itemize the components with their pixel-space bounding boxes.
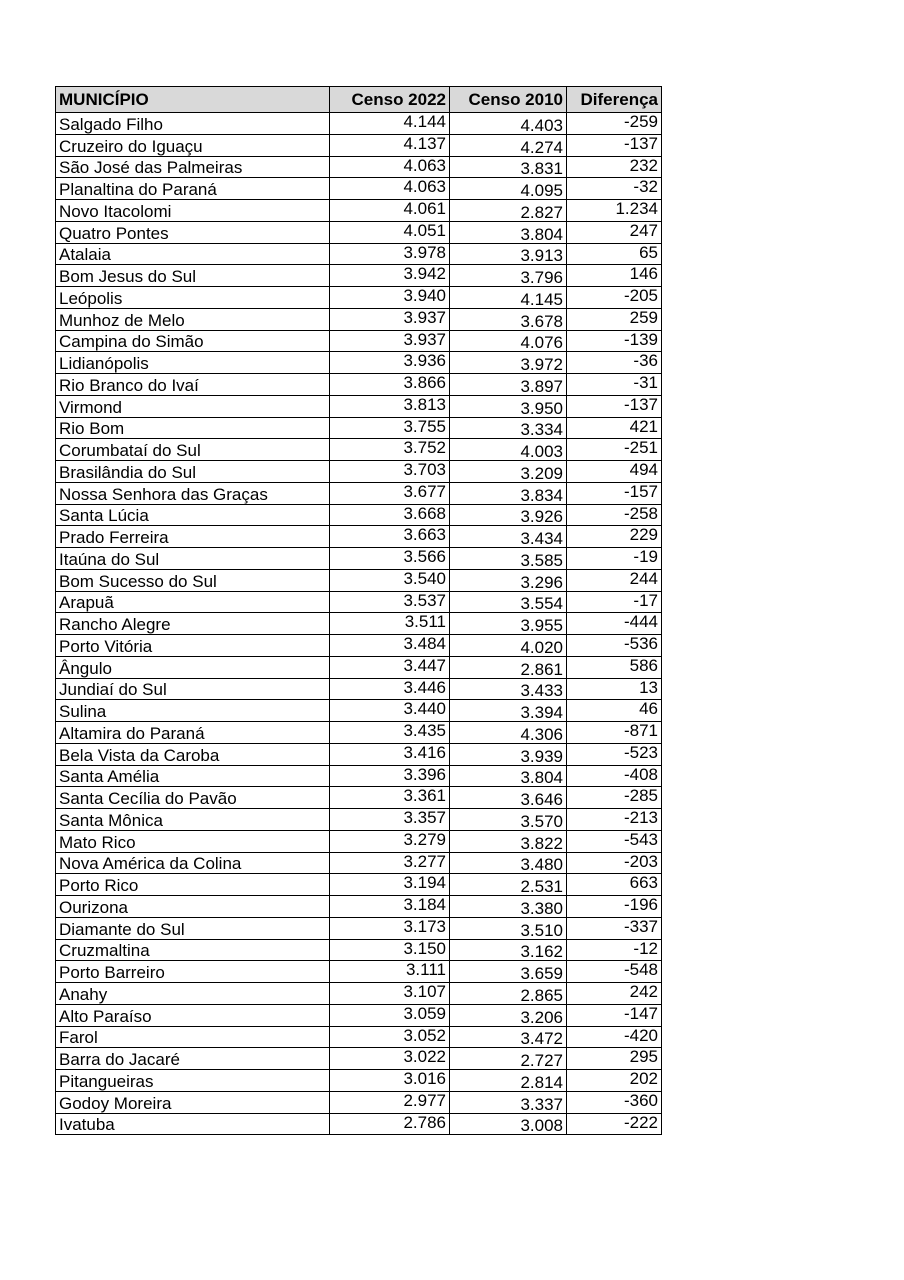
censo-2010-cell: 3.380 [450, 896, 567, 918]
municipio-cell: Salgado Filho [56, 113, 330, 135]
censo-2022-cell: 3.016 [330, 1070, 450, 1092]
table-row [56, 1091, 662, 1113]
diferenca-cell: 232 [567, 156, 662, 178]
diferenca-cell: -548 [567, 961, 662, 983]
table-row [56, 287, 662, 309]
table-row [56, 504, 662, 526]
municipio-cell: Nova América da Colina [56, 852, 330, 874]
censo-2010-cell: 3.972 [450, 352, 567, 374]
table-row [56, 526, 662, 548]
censo-2010-cell: 3.646 [450, 787, 567, 809]
censo-2010-cell: 2.531 [450, 874, 567, 896]
censo-2010-cell: 2.827 [450, 200, 567, 222]
censo-2010-cell: 3.796 [450, 265, 567, 287]
diferenca-cell: -17 [567, 591, 662, 613]
municipio-cell: Porto Barreiro [56, 961, 330, 983]
table-row [56, 830, 662, 852]
table-row [56, 439, 662, 461]
table-row [56, 1113, 662, 1135]
censo-2010-cell: 2.865 [450, 983, 567, 1005]
censo-2022-cell: 3.357 [330, 809, 450, 831]
diferenca-cell: -157 [567, 482, 662, 504]
censo-2022-cell: 4.063 [330, 156, 450, 178]
censo-2022-cell: 3.978 [330, 243, 450, 265]
table-row [56, 178, 662, 200]
censo-2022-cell: 3.663 [330, 526, 450, 548]
diferenca-cell: -203 [567, 852, 662, 874]
censo-2010-cell: 3.570 [450, 809, 567, 831]
censo-2022-cell: 3.668 [330, 504, 450, 526]
municipio-cell: Santa Lúcia [56, 504, 330, 526]
municipio-cell: Barra do Jacaré [56, 1048, 330, 1070]
censo-2010-cell: 3.913 [450, 243, 567, 265]
censo-2022-cell: 3.866 [330, 374, 450, 396]
censo-2010-cell: 3.206 [450, 1004, 567, 1026]
diferenca-cell: -444 [567, 613, 662, 635]
municipio-cell: Planaltina do Paraná [56, 178, 330, 200]
diferenca-cell: 586 [567, 656, 662, 678]
municipio-cell: Bom Sucesso do Sul [56, 569, 330, 591]
municipio-cell: Virmond [56, 395, 330, 417]
censo-2022-cell: 3.111 [330, 961, 450, 983]
municipio-cell: Ivatuba [56, 1113, 330, 1135]
header-diferenca: Diferença [567, 87, 662, 113]
diferenca-cell: -337 [567, 917, 662, 939]
censo-2010-cell: 3.950 [450, 395, 567, 417]
municipio-cell: Mato Rico [56, 830, 330, 852]
table-row [56, 700, 662, 722]
table-row [56, 874, 662, 896]
censo-2010-cell: 3.955 [450, 613, 567, 635]
table-row [56, 722, 662, 744]
censo-2010-cell: 3.209 [450, 461, 567, 483]
table-row [56, 917, 662, 939]
censo-2010-cell: 3.804 [450, 221, 567, 243]
diferenca-cell: -31 [567, 374, 662, 396]
municipio-cell: Ourizona [56, 896, 330, 918]
municipio-cell: Cruzmaltina [56, 939, 330, 961]
censo-2010-cell: 4.020 [450, 635, 567, 657]
table-row [56, 548, 662, 570]
table-row [56, 613, 662, 635]
censo-2010-cell: 4.145 [450, 287, 567, 309]
censo-2022-cell: 3.755 [330, 417, 450, 439]
municipio-cell: Santa Mônica [56, 809, 330, 831]
table-row [56, 156, 662, 178]
censo-2010-cell: 3.434 [450, 526, 567, 548]
table-row [56, 635, 662, 657]
table-row [56, 1048, 662, 1070]
censo-2022-cell: 3.022 [330, 1048, 450, 1070]
censo-2010-cell: 3.480 [450, 852, 567, 874]
diferenca-cell: 242 [567, 983, 662, 1005]
censo-2010-cell: 3.162 [450, 939, 567, 961]
censo-2010-cell: 3.510 [450, 917, 567, 939]
censo-2010-cell: 3.822 [450, 830, 567, 852]
censo-2022-cell: 2.786 [330, 1113, 450, 1135]
table-row [56, 983, 662, 1005]
table-row [56, 265, 662, 287]
censo-2022-cell: 3.107 [330, 983, 450, 1005]
table-row [56, 787, 662, 809]
censo-2022-cell: 3.540 [330, 569, 450, 591]
municipio-cell: Farol [56, 1026, 330, 1048]
municipio-cell: Anahy [56, 983, 330, 1005]
table-row [56, 134, 662, 156]
censo-2022-cell: 3.150 [330, 939, 450, 961]
municipio-cell: Santa Amélia [56, 765, 330, 787]
censo-2022-cell: 4.051 [330, 221, 450, 243]
censo-2010-cell: 2.861 [450, 656, 567, 678]
table-body [56, 113, 662, 1135]
table-row [56, 961, 662, 983]
censo-2010-cell: 3.678 [450, 308, 567, 330]
censo-2010-cell: 3.926 [450, 504, 567, 526]
censo-2010-cell: 3.939 [450, 743, 567, 765]
table-row [56, 1004, 662, 1026]
censo-2022-cell: 3.937 [330, 330, 450, 352]
censo-2022-cell: 3.416 [330, 743, 450, 765]
censo-2022-cell: 3.677 [330, 482, 450, 504]
table-row [56, 656, 662, 678]
censo-2010-cell: 4.274 [450, 134, 567, 156]
municipio-cell: Ângulo [56, 656, 330, 678]
table-row [56, 939, 662, 961]
censo-2022-cell: 3.396 [330, 765, 450, 787]
censo-2010-cell: 3.433 [450, 678, 567, 700]
diferenca-cell: -285 [567, 787, 662, 809]
table-row [56, 482, 662, 504]
table-row [56, 352, 662, 374]
censo-2010-cell: 4.003 [450, 439, 567, 461]
censo-2022-cell: 4.063 [330, 178, 450, 200]
header-censo-2010: Censo 2010 [450, 87, 567, 113]
censo-2010-cell: 4.095 [450, 178, 567, 200]
censo-2010-cell: 3.008 [450, 1113, 567, 1135]
censo-2010-cell: 2.727 [450, 1048, 567, 1070]
municipio-cell: Quatro Pontes [56, 221, 330, 243]
table-row [56, 896, 662, 918]
diferenca-cell: -137 [567, 395, 662, 417]
header-censo-2022: Censo 2022 [330, 87, 450, 113]
censo-2022-cell: 4.137 [330, 134, 450, 156]
municipio-cell: Campina do Simão [56, 330, 330, 352]
censo-2022-cell: 3.361 [330, 787, 450, 809]
censo-2022-cell: 3.184 [330, 896, 450, 918]
table-row [56, 461, 662, 483]
municipio-cell: São José das Palmeiras [56, 156, 330, 178]
municipio-cell: Corumbataí do Sul [56, 439, 330, 461]
diferenca-cell: 244 [567, 569, 662, 591]
municipio-cell: Porto Vitória [56, 635, 330, 657]
censo-2010-cell: 3.337 [450, 1091, 567, 1113]
diferenca-cell: 247 [567, 221, 662, 243]
censo-2010-cell: 2.814 [450, 1070, 567, 1092]
table-row [56, 1070, 662, 1092]
censo-2022-cell: 3.537 [330, 591, 450, 613]
table-row [56, 678, 662, 700]
censo-2022-cell: 3.440 [330, 700, 450, 722]
table-row [56, 591, 662, 613]
censo-2010-cell: 4.306 [450, 722, 567, 744]
censo-2022-cell: 3.936 [330, 352, 450, 374]
municipio-cell: Sulina [56, 700, 330, 722]
diferenca-cell: -360 [567, 1091, 662, 1113]
diferenca-cell: -196 [567, 896, 662, 918]
diferenca-cell: -258 [567, 504, 662, 526]
municipio-cell: Bom Jesus do Sul [56, 265, 330, 287]
diferenca-cell: 295 [567, 1048, 662, 1070]
diferenca-cell: -12 [567, 939, 662, 961]
diferenca-cell: -259 [567, 113, 662, 135]
diferenca-cell: -137 [567, 134, 662, 156]
censo-2022-cell: 3.942 [330, 265, 450, 287]
diferenca-cell: -19 [567, 548, 662, 570]
table-row [56, 743, 662, 765]
table-row [56, 809, 662, 831]
censo-2010-cell: 4.403 [450, 113, 567, 135]
diferenca-cell: -139 [567, 330, 662, 352]
censo-2022-cell: 4.061 [330, 200, 450, 222]
municipio-cell: Arapuã [56, 591, 330, 613]
municipio-cell: Prado Ferreira [56, 526, 330, 548]
censo-2022-cell: 3.566 [330, 548, 450, 570]
diferenca-cell: -36 [567, 352, 662, 374]
municipio-cell: Godoy Moreira [56, 1091, 330, 1113]
censo-2022-cell: 3.435 [330, 722, 450, 744]
diferenca-cell: -205 [567, 287, 662, 309]
municipio-cell: Cruzeiro do Iguaçu [56, 134, 330, 156]
diferenca-cell: 1.234 [567, 200, 662, 222]
censo-2022-cell: 4.144 [330, 113, 450, 135]
table-row [56, 765, 662, 787]
table-row [56, 395, 662, 417]
municipio-cell: Santa Cecília do Pavão [56, 787, 330, 809]
diferenca-cell: -213 [567, 809, 662, 831]
censo-2010-cell: 3.804 [450, 765, 567, 787]
table-row [56, 221, 662, 243]
diferenca-cell: -871 [567, 722, 662, 744]
censo-2010-cell: 3.472 [450, 1026, 567, 1048]
censo-2010-cell: 3.659 [450, 961, 567, 983]
municipio-cell: Bela Vista da Caroba [56, 743, 330, 765]
censo-2010-cell: 4.076 [450, 330, 567, 352]
diferenca-cell: 494 [567, 461, 662, 483]
municipio-cell: Alto Paraíso [56, 1004, 330, 1026]
censo-2022-cell: 3.813 [330, 395, 450, 417]
municipio-cell: Leópolis [56, 287, 330, 309]
header-row [56, 87, 662, 113]
diferenca-cell: -536 [567, 635, 662, 657]
municipio-cell: Porto Rico [56, 874, 330, 896]
censo-2010-cell: 3.394 [450, 700, 567, 722]
diferenca-cell: 229 [567, 526, 662, 548]
municipio-cell: Lidianópolis [56, 352, 330, 374]
censo-2010-cell: 3.554 [450, 591, 567, 613]
diferenca-cell: -222 [567, 1113, 662, 1135]
diferenca-cell: 663 [567, 874, 662, 896]
table-row [56, 569, 662, 591]
municipio-cell: Pitangueiras [56, 1070, 330, 1092]
diferenca-cell: -543 [567, 830, 662, 852]
censo-2022-cell: 3.173 [330, 917, 450, 939]
censo-2022-cell: 3.277 [330, 852, 450, 874]
table-row [56, 852, 662, 874]
diferenca-cell: -523 [567, 743, 662, 765]
table-row [56, 200, 662, 222]
municipio-cell: Munhoz de Melo [56, 308, 330, 330]
censo-2022-cell: 3.447 [330, 656, 450, 678]
censo-2022-cell: 3.937 [330, 308, 450, 330]
header-municipio: MUNICÍPIO [56, 87, 330, 113]
municipio-cell: Atalaia [56, 243, 330, 265]
diferenca-cell: 146 [567, 265, 662, 287]
censo-2010-cell: 3.334 [450, 417, 567, 439]
censo-2022-cell: 3.703 [330, 461, 450, 483]
censo-2022-cell: 3.279 [330, 830, 450, 852]
censo-2010-cell: 3.585 [450, 548, 567, 570]
censo-2022-cell: 3.446 [330, 678, 450, 700]
municipio-cell: Nossa Senhora das Graças [56, 482, 330, 504]
table-row [56, 308, 662, 330]
censo-2022-cell: 2.977 [330, 1091, 450, 1113]
diferenca-cell: 202 [567, 1070, 662, 1092]
census-table [55, 86, 662, 1135]
censo-2022-cell: 3.484 [330, 635, 450, 657]
censo-2022-cell: 3.059 [330, 1004, 450, 1026]
diferenca-cell: -32 [567, 178, 662, 200]
diferenca-cell: 13 [567, 678, 662, 700]
table-row [56, 1026, 662, 1048]
municipio-cell: Rio Branco do Ivaí [56, 374, 330, 396]
censo-2022-cell: 3.052 [330, 1026, 450, 1048]
table-row [56, 243, 662, 265]
diferenca-cell: -147 [567, 1004, 662, 1026]
diferenca-cell: 421 [567, 417, 662, 439]
municipio-cell: Rio Bom [56, 417, 330, 439]
municipio-cell: Jundiaí do Sul [56, 678, 330, 700]
censo-2010-cell: 3.834 [450, 482, 567, 504]
censo-2010-cell: 3.831 [450, 156, 567, 178]
diferenca-cell: 46 [567, 700, 662, 722]
municipio-cell: Brasilândia do Sul [56, 461, 330, 483]
diferenca-cell: 259 [567, 308, 662, 330]
table-row [56, 330, 662, 352]
censo-2010-cell: 3.897 [450, 374, 567, 396]
censo-2022-cell: 3.194 [330, 874, 450, 896]
table-row [56, 113, 662, 135]
table-row [56, 374, 662, 396]
municipio-cell: Rancho Alegre [56, 613, 330, 635]
censo-2022-cell: 3.940 [330, 287, 450, 309]
censo-2022-cell: 3.752 [330, 439, 450, 461]
diferenca-cell: -408 [567, 765, 662, 787]
diferenca-cell: 65 [567, 243, 662, 265]
diferenca-cell: -420 [567, 1026, 662, 1048]
censo-2022-cell: 3.511 [330, 613, 450, 635]
municipio-cell: Novo Itacolomi [56, 200, 330, 222]
diferenca-cell: -251 [567, 439, 662, 461]
municipio-cell: Itaúna do Sul [56, 548, 330, 570]
table-row [56, 417, 662, 439]
municipio-cell: Altamira do Paraná [56, 722, 330, 744]
municipio-cell: Diamante do Sul [56, 917, 330, 939]
censo-2010-cell: 3.296 [450, 569, 567, 591]
